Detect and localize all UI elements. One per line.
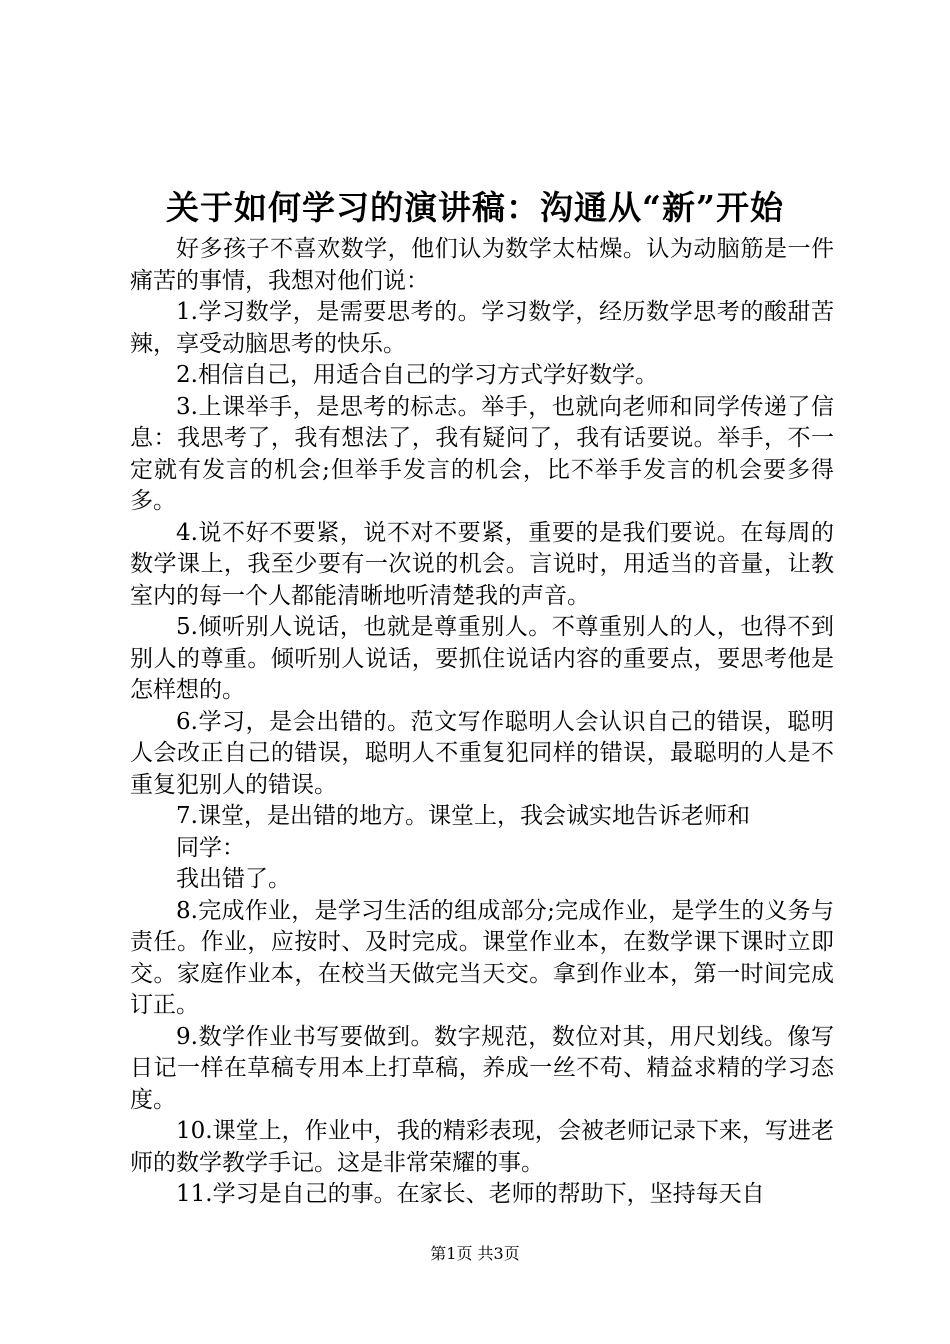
paragraph-item-7-cont: 同学：	[176, 834, 245, 861]
paragraph-item-7-quote: 我出错了。	[176, 866, 291, 892]
paragraph-item-2: 2.相信自己，用适合自己的学习方式学好数学。	[176, 362, 658, 388]
paragraph-item-3: 3.上课举手，是思考的标志。举手，也就向老师和同学传递了信息：我思考了，我有想法了，我有疑问了，我有话要说。举手，不一定就有发言的机会;但举手发言的机会，比不举手发言的机会要多得多。	[130, 393, 834, 514]
paragraph-item-7: 7.课堂，是出错的地方。课堂上，我会诚实地告诉老师和	[176, 803, 750, 829]
paragraph-item-8: 8.完成作业，是学习生活的组成部分;完成作业，是学生的义务与责任。作业，应按时、及时完成。课堂作业本，在数学课下课时立即交。家庭作业本，在校当天做完当天交。拿到作业本，第一时间完成订正。	[130, 897, 834, 1018]
paragraph-item-9: 9.数学作业书写要做到。数字规范，数位对其，用尺划线。像写日记一样在草稿专用本上打草稿，养成一丝不苟、精益求精的学习态度。	[130, 1023, 834, 1113]
paragraph-item-5: 5.倾听别人说话，也就是尊重别人。不尊重别人的人，也得不到别人的尊重。倾听别人说话，要抓住说话内容的重要点，要思考他是怎样想的。	[130, 614, 834, 703]
paragraph-item-6: 6.学习，是会出错的。范文写作聪明人会认识自己的错误，聪明人会改正自己的错误，聪明人不重复犯同样的错误，最聪明的人是不重复犯别人的错误。	[130, 708, 834, 798]
page-number: 第1页 共3页	[430, 1244, 520, 1263]
document-body	[130, 234, 834, 1211]
paragraph-item-1: 1.学习数学，是需要思考的。学习数学，经历数学思考的酸甜苦辣，享受动脑思考的快乐。	[130, 299, 834, 357]
paragraph-intro: 好多孩子不喜欢数学，他们认为数学太枯燥。认为动脑筋是一件痛苦的事情，我想对他们说：	[130, 236, 834, 294]
paragraph-item-10: 10.课堂上，作业中，我的精彩表现，会被老师记录下来，写进老师的数学教学手记。这是非常荣耀的事。	[130, 1118, 834, 1176]
paragraph-item-11: 11.学习是自己的事。在家长、老师的帮助下，坚持每天自	[176, 1181, 765, 1207]
paragraph-item-4: 4.说不好不要紧，说不对不要紧，重要的是我们要说。在每周的数学课上，我至少要有一次说的机会。言说时，用适当的音量，让教室内的每一个人都能清晰地听清楚我的声音。	[130, 519, 834, 609]
document-title: 关于如何学习的演讲稿：沟通从“新”开始	[166, 188, 784, 227]
